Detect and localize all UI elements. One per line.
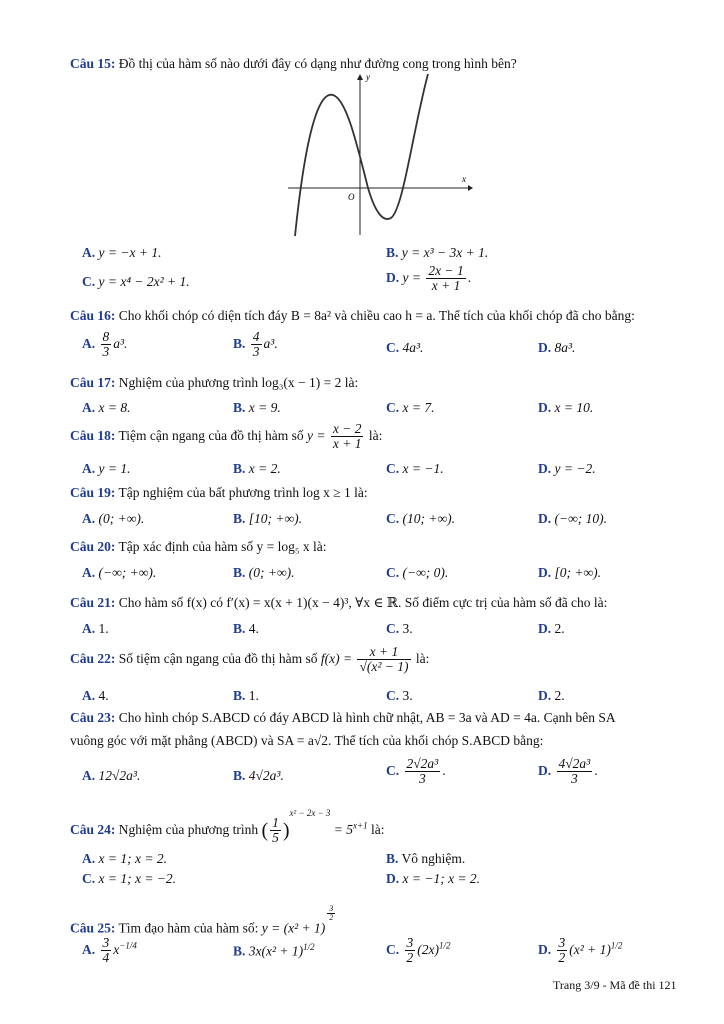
option-label: A. — [82, 941, 96, 957]
q23-option-a — [82, 768, 140, 784]
question-text-end: là: — [370, 822, 385, 837]
question-20-stem — [70, 539, 327, 555]
option-expr: a³. — [263, 335, 278, 351]
question-label: Câu 16: — [70, 308, 116, 323]
numerator: 3 — [329, 904, 334, 913]
fraction — [101, 936, 112, 965]
denominator: 3 — [102, 344, 110, 360]
y-axis-label: y — [366, 72, 370, 82]
q19-option-c — [386, 511, 455, 527]
question-21-stem — [70, 595, 607, 611]
punct: . — [442, 762, 446, 778]
fraction — [331, 422, 364, 451]
question-19-stem — [70, 485, 368, 501]
function-expr: f(x) = — [320, 650, 353, 666]
q19-option-d — [538, 511, 607, 527]
option-label: C. — [386, 461, 400, 476]
question-text: Cho khối chóp có diện tích đáy B = 8a² và chiều cao h = a. Thể tích của khối chóp đã cho bằng: — [118, 308, 635, 323]
q24-option-a — [82, 851, 167, 867]
option-label: A. — [82, 335, 96, 351]
q23-option-b — [233, 768, 284, 784]
option-label: B. — [386, 245, 399, 260]
option-expr: 2. — [554, 688, 565, 703]
option-label: C. — [386, 340, 400, 355]
option-expr: Vô nghiệm. — [401, 851, 466, 866]
q21-option-b — [233, 621, 259, 637]
question-17-stem — [70, 375, 358, 391]
numerator: 3 — [558, 935, 566, 950]
option-label: C. — [386, 688, 400, 703]
q17-option-c — [386, 400, 434, 416]
denominator: 3 — [418, 771, 426, 787]
denominator: 2 — [406, 950, 414, 966]
punct: . — [594, 762, 598, 778]
exponent: 1/2 — [303, 942, 315, 952]
fraction — [270, 816, 281, 845]
question-label: Câu 24: — [70, 822, 116, 837]
option-expr: 4. — [248, 621, 259, 636]
option-expr: x — [113, 941, 120, 957]
option-label: D. — [538, 941, 552, 957]
fraction — [357, 645, 410, 674]
option-label: D. — [538, 762, 552, 778]
numerator: 2x − 1 — [428, 263, 464, 278]
question-label: Câu 20: — [70, 539, 116, 554]
q18-option-a — [82, 461, 130, 477]
option-expr: y = −2. — [554, 461, 596, 476]
rhs-expr: = 5 — [333, 822, 354, 837]
fraction — [101, 330, 112, 359]
origin-label: O — [348, 192, 355, 202]
question-text: Số tiệm cận ngang của đồ thị hàm số — [118, 650, 318, 666]
q20-option-d — [538, 565, 601, 581]
option-expr: x = 1; x = 2. — [98, 851, 167, 866]
option-expr: 3. — [402, 621, 413, 636]
question-label: Câu 18: — [70, 427, 116, 443]
exponent-fraction — [327, 905, 335, 923]
option-label: C. — [386, 511, 400, 526]
denominator: x + 1 — [332, 436, 362, 452]
denominator: x + 1 — [431, 278, 461, 294]
option-expr: 2. — [554, 621, 565, 636]
numerator: 3 — [406, 935, 414, 950]
q25-option-b — [233, 942, 315, 960]
option-expr: 4a³. — [402, 340, 424, 355]
q22-option-b — [233, 688, 259, 704]
option-label: C. — [386, 400, 400, 415]
option-label: B. — [233, 461, 246, 476]
question-18-stem — [70, 422, 382, 451]
question-text: vuông góc với mặt phẳng (ABCD) và SA = a√2. Thể tích của khối chóp S.ABCD bằng: — [70, 733, 544, 748]
fraction — [557, 757, 593, 786]
q15-option-a — [82, 245, 161, 261]
x-axis-label: x — [462, 174, 466, 184]
q23-option-c — [386, 757, 446, 786]
fraction — [405, 757, 441, 786]
numerator: 4√2a³ — [558, 756, 591, 771]
question-label: Câu 17: — [70, 375, 116, 390]
question-25-stem — [70, 905, 337, 936]
q16-option-a — [82, 330, 127, 359]
option-expr: x = 7. — [402, 400, 435, 415]
q18-option-b — [233, 461, 281, 477]
q17-option-b — [233, 400, 281, 416]
option-expr: [10; +∞). — [248, 511, 302, 526]
option-expr: x = 2. — [248, 461, 281, 476]
option-label: B. — [233, 688, 246, 703]
question-text-end: là: — [368, 427, 383, 443]
option-label: C. — [386, 565, 400, 580]
question-label: Câu 15: — [70, 56, 116, 71]
option-expr: y = — [402, 269, 421, 285]
numerator: 4 — [252, 329, 260, 344]
q21-option-c — [386, 621, 413, 637]
question-label: Câu 23: — [70, 710, 116, 725]
question-22-stem — [70, 645, 429, 674]
q15-option-d — [386, 264, 471, 293]
option-label: C. — [82, 871, 96, 886]
question-text: Đồ thị của hàm số nào dưới đây có dạng như đường cong trong hình bên? — [118, 56, 517, 71]
q15-option-b — [386, 245, 488, 261]
cubic-graph — [288, 70, 473, 238]
option-expr: [0; +∞). — [554, 565, 601, 580]
option-label: A. — [82, 245, 96, 260]
question-23-stem-line1 — [70, 710, 616, 726]
option-label: A. — [82, 461, 96, 476]
q24-option-d — [386, 871, 480, 887]
option-expr: a³. — [113, 335, 128, 351]
q17-option-a — [82, 400, 130, 416]
option-label: C. — [386, 941, 400, 957]
option-expr: x = 1; x = −2. — [98, 871, 177, 886]
option-expr: x = −1; x = 2. — [402, 871, 481, 886]
option-label: D. — [538, 621, 552, 636]
q16-option-c — [386, 340, 423, 356]
question-text: Tiệm cận ngang của đồ thị hàm số — [118, 427, 304, 443]
punct: . — [467, 269, 472, 285]
fraction — [557, 936, 568, 965]
q22-option-a — [82, 688, 109, 704]
q18-option-c — [386, 461, 444, 477]
y-axis-arrow — [357, 74, 363, 80]
option-expr: (0; +∞). — [98, 511, 145, 526]
question-16-stem — [70, 308, 635, 324]
denominator: 4 — [102, 950, 110, 966]
option-label: A. — [82, 621, 96, 636]
question-text-end: là: — [415, 650, 430, 666]
exponent: 1/2 — [438, 940, 451, 951]
paren-open: ( — [261, 819, 269, 842]
q22-option-c — [386, 688, 413, 704]
option-label: B. — [233, 565, 246, 580]
question-label: Câu 21: — [70, 595, 116, 610]
option-label: A. — [82, 511, 96, 526]
q21-option-a — [82, 621, 109, 637]
q20-option-a — [82, 565, 156, 581]
q17-option-d — [538, 400, 593, 416]
q25-option-c — [386, 936, 451, 965]
q15-option-c — [82, 274, 190, 290]
denominator: 5 — [272, 830, 279, 846]
option-label: B. — [233, 943, 246, 959]
q24-option-c — [82, 871, 176, 887]
option-expr: (−∞; +∞). — [98, 565, 157, 580]
q18-option-d — [538, 461, 596, 477]
option-expr: y = 1. — [98, 461, 131, 476]
option-label: B. — [233, 511, 246, 526]
exponent: x+1 — [353, 820, 368, 831]
option-expr: x = −1. — [402, 461, 444, 476]
numerator: 8 — [102, 329, 110, 344]
exponent: x² − 2x − 3 — [289, 808, 331, 818]
fraction — [405, 936, 416, 965]
denominator: 3 — [570, 771, 578, 787]
q25-option-a — [82, 936, 137, 965]
option-label: D. — [538, 688, 552, 703]
option-label: D. — [538, 340, 552, 355]
option-expr: y = x⁴ − 2x² + 1. — [98, 274, 190, 289]
question-label: Câu 19: — [70, 485, 116, 500]
exponent: 1/2 — [610, 940, 623, 951]
option-expr: (10; +∞). — [402, 511, 455, 526]
paren-close: ) — [282, 819, 290, 842]
option-expr: x = 9. — [248, 400, 281, 415]
option-label: A. — [82, 400, 96, 415]
question-23-stem-line2 — [70, 733, 543, 749]
option-label: D. — [538, 461, 552, 476]
option-label: A. — [82, 851, 96, 866]
function-expr: y = (x² + 1) — [261, 920, 326, 936]
q22-option-d — [538, 688, 565, 704]
option-expr: 8a³. — [554, 340, 576, 355]
option-label: C. — [386, 621, 400, 636]
q24-option-b — [386, 851, 465, 867]
option-expr: 3. — [402, 688, 413, 703]
q19-option-a — [82, 511, 144, 527]
cubic-curve — [295, 74, 428, 236]
option-label: B. — [233, 335, 246, 351]
option-expr: y = −x + 1. — [98, 245, 162, 260]
question-label: Câu 22: — [70, 650, 116, 666]
q16-option-d — [538, 340, 575, 356]
denominator: √(x² − 1) — [359, 659, 409, 675]
option-expr: 4√2a³. — [248, 768, 284, 783]
q20-option-b — [233, 565, 295, 581]
option-expr: (2x) — [417, 941, 439, 957]
option-expr: y = x³ − 3x + 1. — [401, 245, 489, 260]
option-label: D. — [538, 565, 552, 580]
option-label: B. — [233, 400, 246, 415]
q23-option-d — [538, 757, 598, 786]
option-label: C. — [386, 762, 400, 778]
question-text: Nghiệm của phương trình log₃(x − 1) = 2 là: — [118, 375, 359, 390]
option-expr: 3x(x² + 1) — [248, 943, 304, 959]
question-text: Tập xác định của hàm số y = log₅ x là: — [118, 539, 327, 554]
q20-option-c — [386, 565, 448, 581]
option-expr: (−∞; 0). — [402, 565, 449, 580]
option-label: D. — [538, 511, 552, 526]
option-expr: 12√2a³. — [98, 768, 141, 783]
option-expr: 1. — [248, 688, 259, 703]
q19-option-b — [233, 511, 302, 527]
fraction — [251, 330, 262, 359]
x-axis-arrow — [468, 185, 473, 191]
option-label: C. — [82, 274, 96, 289]
denominator: 2 — [558, 950, 566, 966]
numerator: 3 — [102, 935, 110, 950]
option-label: D. — [386, 871, 400, 886]
option-label: B. — [386, 851, 399, 866]
option-expr: 4. — [98, 688, 109, 703]
question-24-stem — [70, 808, 384, 846]
question-text: Tập nghiệm của bất phương trình log x ≥ 1 là: — [118, 485, 368, 500]
numerator: 2√2a³ — [406, 756, 439, 771]
question-text: Tìm đạo hàm của hàm số: — [118, 920, 259, 936]
numerator: x − 2 — [332, 421, 362, 436]
fraction — [426, 264, 465, 293]
page-footer: Trang 3/9 - Mã đề thi 121 — [553, 978, 677, 992]
option-label: D. — [386, 269, 400, 285]
numerator: x + 1 — [357, 645, 410, 660]
option-expr: (0; +∞). — [248, 565, 295, 580]
option-expr: 1. — [98, 621, 109, 636]
option-label: B. — [233, 621, 246, 636]
question-text: Cho hình chóp S.ABCD có đáy ABCD là hình chữ nhật, AB = 3a và AD = 4a. Cạnh bên SA — [118, 710, 616, 725]
question-text: Cho hàm số f(x) có f′(x) = x(x + 1)(x − 4)³, ∀x ∈ ℝ. Số điểm cực trị của hàm số đã cho là: — [118, 595, 608, 610]
option-label: D. — [538, 400, 552, 415]
question-text: Nghiệm của phương trình — [118, 822, 259, 837]
denominator: 3 — [252, 344, 260, 360]
exponent: −1/4 — [119, 940, 137, 951]
option-expr: x = 10. — [554, 400, 594, 415]
q16-option-b — [233, 330, 278, 359]
q25-option-d — [538, 936, 622, 965]
option-expr: x = 8. — [98, 400, 131, 415]
option-expr: (x² + 1) — [569, 941, 611, 957]
function-expr: y = — [307, 427, 326, 443]
option-label: A. — [82, 768, 96, 783]
option-label: A. — [82, 688, 96, 703]
option-expr: (−∞; 10). — [554, 511, 607, 526]
question-label: Câu 25: — [70, 920, 116, 936]
option-label: B. — [233, 768, 246, 783]
denominator: 2 — [329, 913, 334, 923]
option-label: A. — [82, 565, 96, 580]
q21-option-d — [538, 621, 565, 637]
numerator: 1 — [272, 815, 279, 831]
